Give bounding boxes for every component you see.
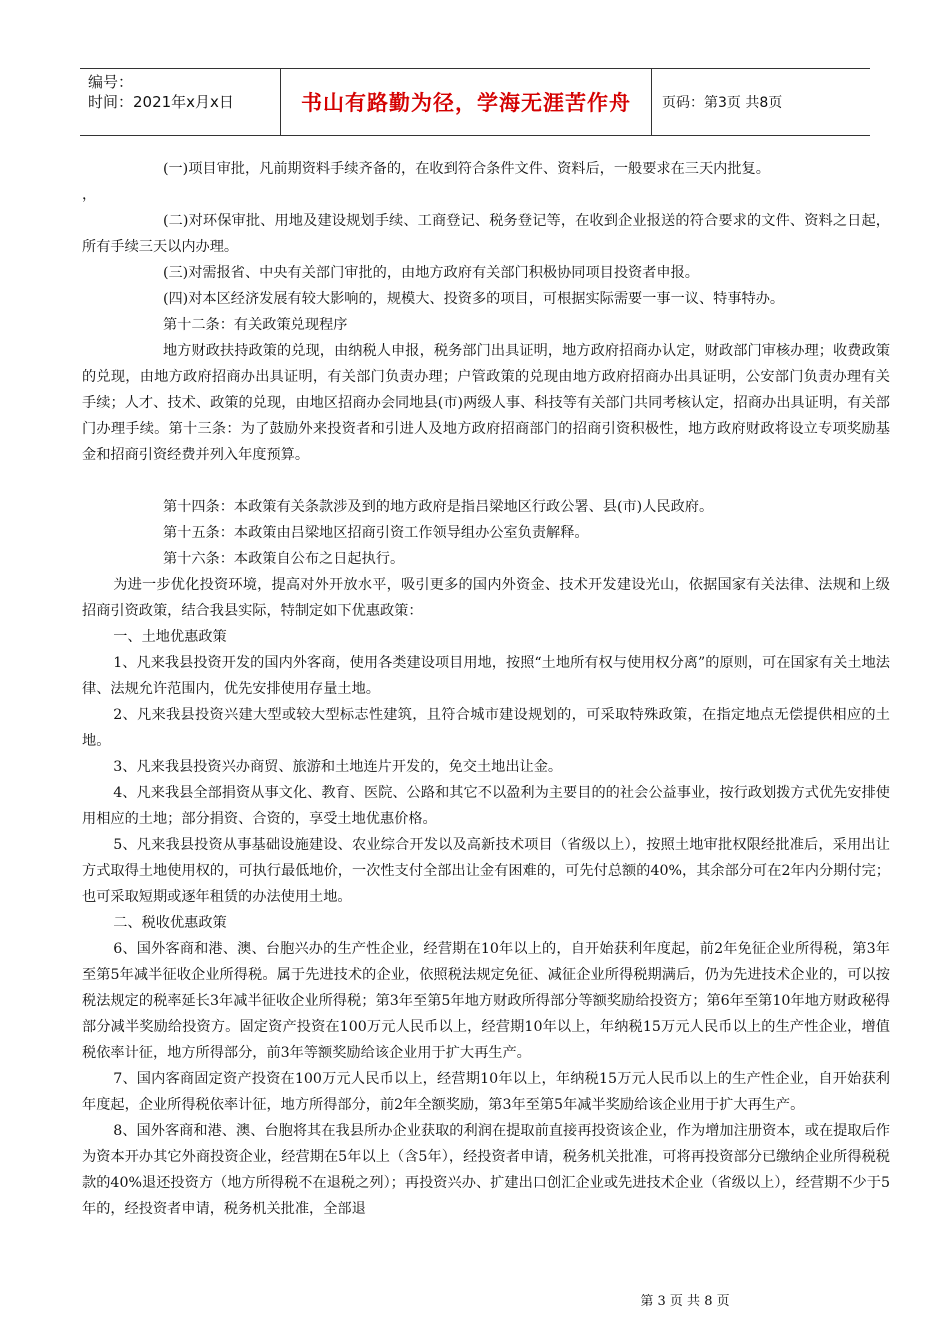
- paragraph: 地方财政扶持政策的兑现，由纳税人申报，税务部门出具证明，地方政府招商办认定，财政部门审核办理；收费政策的兑现，由地方政府招商办出具证明，有关部门负责办理；户管政策的兑现由地方政府招商办出具证明，公安部门负责办理有关手续；人才、技术、政策的兑现，由地区招商办会同地县(市)两级人事、科技等有关部门共同考核认定，招商办出具证明，有关部门办理手续。第十三条：为了鼓励外来投资者和引进人及地方政府招商部门的招商引资积极性，地方政府财政将设立专项奖励基金和招商引资经费并列入年度预算。: [82, 343, 890, 463]
- paragraph: 二、税收优惠政策: [113, 915, 227, 931]
- paragraph: 一、土地优惠政策: [113, 629, 227, 645]
- paragraph: 第十五条：本政策由吕梁地区招商引资工作领导组办公室负责解释。: [162, 525, 589, 541]
- header-motto: 书山有路勤为径，学海无涯苦作舟: [301, 91, 631, 115]
- paragraph: 6、国外客商和港、澳、台胞兴办的生产性企业，经营期在10年以上的，自开始获利年度起，前2年免征企业所得税，第3年至第5年减半征收企业所得税。属于先进技术的企业，依照税法规定免征、减征企业所得税期满后，仍为先进技术企业的，可以按税法规定的税率延长3年减半征收企业所得税；第3年至第5年地方财政所得部分等额奖励给投资方；第6年至第10年地方财政秘得部分减半奖励给投资方。固定资产投资在100万元人民币以上，经营期10年以上，年纳税15万元人民币以上的生产性企业，增值税依率计征，地方所得部分，前3年等额奖励给该企业用于扩大再生产。: [82, 941, 890, 1061]
- paragraph-gap: [82, 468, 890, 494]
- header-meta: [80, 69, 280, 135]
- paragraph: 第十六条：本政策自公布之日起执行。: [162, 551, 405, 567]
- paragraph: 第十四条：本政策有关条款涉及到的地方政府是指吕梁地区行政公署、县(市)人民政府。: [162, 499, 714, 515]
- header-page-info-cell: [652, 69, 870, 135]
- paragraph: 8、国外客商和港、澳、台胞将其在我县所办企业获取的利润在提取前直接再投资该企业，作为增加注册资本，或在提取后作为资本开办其它外商投资企业，经营期在5年以上（含5年），经投资者申请，税务机关批准，可将再投资部分已缴纳企业所得税税款的40%退还投资方（地方所得税不在退税之列）；再投资兴办、扩建出口创汇企业或先进技术企业（省级以上），经营期不少于5年的，经投资者申请，税务机关批准，全部退: [82, 1123, 890, 1217]
- document-body: [82, 156, 890, 1222]
- paragraph: 1、凡来我县投资开发的国内外客商，使用各类建设项目用地，按照“土地所有权与使用权分离”的原则，可在国家有关土地法律、法规允许范围内，优先安排使用存量土地。: [82, 655, 890, 697]
- header-date: 时间：2021年x月x日: [88, 93, 234, 111]
- paragraph: (三)对需报省、中央有关部门审批的，由地方政府有关部门积极协同项目投资者申报。: [162, 265, 699, 281]
- paragraph: 为进一步优化投资环境，提高对外开放水平，吸引更多的国内外资金、技术开发建设光山，依据国家有关法律、法规和上级招商引资政策，结合我县实际，特制定如下优惠政策：: [82, 577, 890, 619]
- paragraph: ，: [82, 187, 97, 203]
- paragraph: 3、凡来我县投资兴办商贸、旅游和土地连片开发的，免交土地出让金。: [113, 759, 563, 775]
- page-header: [80, 68, 870, 136]
- paragraph: 第十二条：有关政策兑现程序: [162, 317, 348, 333]
- paragraph: (二)对环保审批、用地及建设规划手续、工商登记、税务登记等，在收到企业报送的符合要求的文件、资料之日起，所有手续三天以内办理。: [82, 213, 890, 255]
- header-motto-cell: [280, 69, 652, 135]
- paragraph: 4、凡来我县全部捐资从事文化、教育、医院、公路和其它不以盈利为主要目的的社会公益事业，按行政划拨方式优先安排使用相应的土地；部分捐资、合资的，享受土地优惠价格。: [82, 785, 890, 827]
- paragraph: (一)项目审批，凡前期资料手续齐备的，在收到符合条件文件、资料后，一般要求在三天内批复。: [162, 161, 770, 177]
- paragraph: 7、国内客商固定资产投资在100万元人民币以上，经营期10年以上，年纳税15万元人民币以上的生产性企业，自开始获利年度起，企业所得税依率计征，地方所得部分，前2年全额奖励，第3年至第5年减半奖励给该企业用于扩大再生产。: [82, 1071, 890, 1113]
- page-footer: [0, 1290, 950, 1309]
- paragraph: 5、凡来我县投资从事基础设施建设、农业综合开发以及高新技术项目（省级以上），按照土地审批权限经批准后，采用出让方式取得土地使用权的，可执行最低地价，一次性支付全部出让金有困难的，可先付总额的40%，其余部分可在2年内分期付完；也可采取短期或逐年租赁的办法使用土地。: [82, 837, 890, 905]
- paragraph: 2、凡来我县投资兴建大型或较大型标志性建筑，且符合城市建设规划的，可采取特殊政策，在指定地点无偿提供相应的土地。: [82, 707, 890, 749]
- header-page-info: 页码：第3页 共8页: [662, 95, 783, 111]
- paragraph: (四)对本区经济发展有较大影响的，规模大、投资多的项目，可根据实际需要一事一议、特事特办。: [162, 291, 785, 307]
- header-code-label: 编号：: [88, 73, 134, 91]
- footer-page-number: 第 3 页 共 8 页: [640, 1294, 730, 1309]
